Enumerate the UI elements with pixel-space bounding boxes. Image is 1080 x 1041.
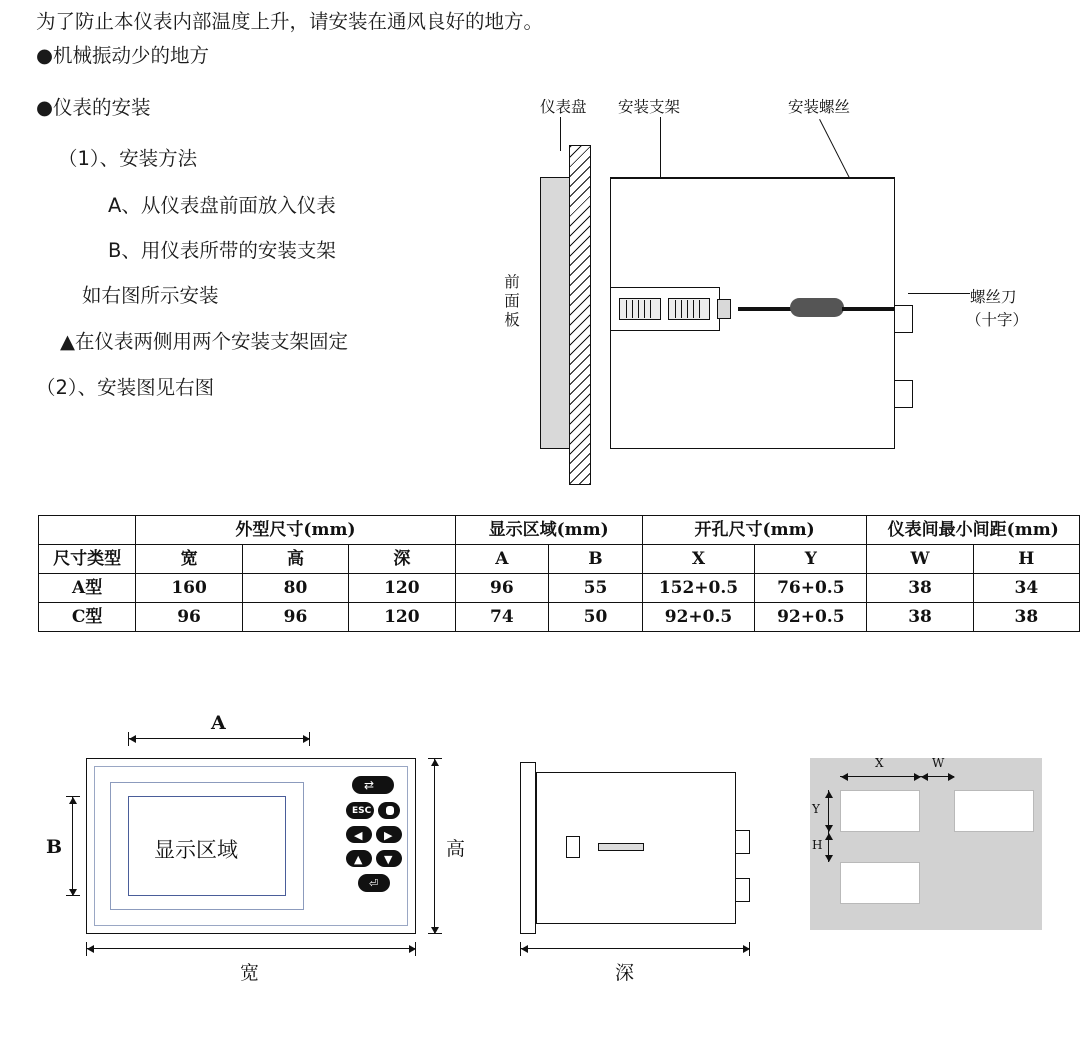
dim-a-line xyxy=(128,738,310,739)
cell-width: 160 xyxy=(136,574,243,603)
cell-b: 55 xyxy=(549,574,643,603)
intro-line-1: 为了防止本仪表内部温度上升，请安装在通风良好的地方。 xyxy=(36,10,544,33)
dim-a-arrow-left xyxy=(129,735,136,743)
dim-height-arrow-bottom xyxy=(431,927,439,934)
cutout-panel xyxy=(810,758,1042,930)
right-arrow-icon: ▶ xyxy=(384,829,393,842)
dim-depth-line xyxy=(520,948,750,949)
dim-w-arrow-left xyxy=(921,773,928,781)
cutout-hole-2 xyxy=(954,790,1034,832)
dim-h-label: H xyxy=(812,838,823,852)
dim-b-line xyxy=(72,796,73,896)
panel-hatched xyxy=(569,145,591,485)
cell-h: 38 xyxy=(973,603,1079,632)
bracket-thread-4 xyxy=(644,300,645,318)
intro-line-6: B、用仪表所带的安装支架 xyxy=(108,239,336,262)
dim-h-arrow-top xyxy=(825,833,833,840)
cell-height: 96 xyxy=(242,603,348,632)
front-plate-block xyxy=(540,177,570,449)
body-tab-bottom xyxy=(895,380,913,408)
dim-width-arrow-left xyxy=(87,945,94,953)
intro-line-3: ●仪表的安装 xyxy=(36,96,151,119)
dim-w-label: W xyxy=(932,756,945,770)
side-tab-top xyxy=(736,830,750,854)
installation-diagram xyxy=(500,95,1060,515)
label-screwdriver: 螺丝刀 xyxy=(970,288,1017,306)
body-top-edge xyxy=(610,177,895,179)
dim-width-arrow-right xyxy=(409,945,416,953)
dim-b-arrow-top xyxy=(69,797,77,804)
label-screwdriver-sub: （十字） xyxy=(966,311,1029,329)
bracket-thread-6 xyxy=(675,300,676,318)
dim-height-arrow-top xyxy=(431,759,439,766)
subheader-a: A xyxy=(455,545,549,574)
dim-h-arrow-bottom xyxy=(825,855,833,862)
cell-x: 152+0.5 xyxy=(642,574,754,603)
leader-panel xyxy=(560,117,561,151)
dim-a-arrow-right xyxy=(303,735,310,743)
dim-width-line xyxy=(86,948,416,949)
leader-screwdriver xyxy=(908,293,970,294)
display-area-label: 显示区域 xyxy=(154,838,238,862)
cell-x: 92+0.5 xyxy=(642,603,754,632)
subheader-height: 高 xyxy=(242,545,348,574)
subheader-x: X xyxy=(642,545,754,574)
dim-w-arrow-right xyxy=(948,773,955,781)
subheader-y: Y xyxy=(755,545,867,574)
cell-depth: 120 xyxy=(349,603,456,632)
bracket-thread-7 xyxy=(681,300,682,318)
subheader-depth: 深 xyxy=(349,545,456,574)
dim-x-label: X xyxy=(875,756,884,770)
cell-h: 34 xyxy=(973,574,1079,603)
dim-y-label: Y xyxy=(812,802,820,816)
dim-height-line xyxy=(434,758,435,934)
intro-line-4: （1）、安装方法 xyxy=(58,147,198,170)
dimension-table xyxy=(38,515,1080,632)
cell-b: 50 xyxy=(549,603,643,632)
bracket-thread-1 xyxy=(626,300,627,318)
header-outer-dims: 外型尺寸(mm) xyxy=(136,516,455,545)
intro-line-9: （2）、安装图见右图 xyxy=(36,376,215,399)
dim-depth-label: 深 xyxy=(615,962,635,984)
dim-y-arrow-top xyxy=(825,791,833,798)
intro-line-5: A、从仪表盘前面放入仪表 xyxy=(108,194,336,217)
cutout-hole-1 xyxy=(840,790,920,832)
mounting-screw xyxy=(717,299,731,319)
dim-y-arrow-bottom xyxy=(825,825,833,832)
header-min-spacing: 仪表间最小间距(mm) xyxy=(867,516,1080,545)
intro-line-8: ▲在仪表两侧用两个安装支架固定 xyxy=(60,330,348,353)
bracket-thread-2 xyxy=(632,300,633,318)
table-row xyxy=(39,574,1080,603)
key-mode-glyph xyxy=(386,806,394,815)
label-front-plate: 前面板 xyxy=(504,273,520,329)
dim-a-label: A xyxy=(211,712,226,734)
dim-x-line xyxy=(840,776,920,777)
subheader-width: 宽 xyxy=(136,545,243,574)
bracket-thread-9 xyxy=(693,300,694,318)
subheader-b: B xyxy=(549,545,643,574)
subheader-w: W xyxy=(867,545,973,574)
subheader-h: H xyxy=(973,545,1079,574)
bracket-thread-5 xyxy=(650,300,651,318)
side-detail-square xyxy=(566,836,580,858)
usb-icon: ⇄ xyxy=(364,778,375,792)
label-panel: 仪表盘 xyxy=(540,98,587,116)
bracket-thread-8 xyxy=(687,300,688,318)
enter-icon: ⏎ xyxy=(369,877,379,890)
dim-x-arrow-left xyxy=(841,773,848,781)
table-header-row-top xyxy=(39,516,1080,545)
dim-b-label: B xyxy=(46,836,63,858)
dim-b-arrow-bottom xyxy=(69,889,77,896)
up-arrow-icon: ▲ xyxy=(354,853,363,866)
cell-a: 74 xyxy=(455,603,549,632)
header-blank xyxy=(39,516,136,545)
dim-depth-arrow-right xyxy=(743,945,750,953)
table-header-row-sub xyxy=(39,545,1080,574)
side-detail-bar xyxy=(598,843,644,851)
bracket-thread-10 xyxy=(699,300,700,318)
key-esc-label: ESC xyxy=(352,806,372,816)
down-arrow-icon: ▼ xyxy=(384,853,393,866)
left-arrow-icon: ◀ xyxy=(354,829,363,842)
cell-w: 38 xyxy=(867,574,973,603)
cell-a: 96 xyxy=(455,574,549,603)
body-tab-top xyxy=(895,305,913,333)
intro-line-2: ●机械振动少的地方 xyxy=(36,44,210,67)
dim-depth-arrow-left xyxy=(521,945,528,953)
dim-height-label: 高 xyxy=(446,838,466,860)
cell-type: C型 xyxy=(39,603,136,632)
header-cutout-dims: 开孔尺寸(mm) xyxy=(642,516,867,545)
header-display-area: 显示区域(mm) xyxy=(455,516,642,545)
side-tab-bottom xyxy=(736,878,750,902)
intro-line-7: 如右图所示安装 xyxy=(82,284,219,307)
bracket-thread-3 xyxy=(638,300,639,318)
cell-y: 76+0.5 xyxy=(755,574,867,603)
cell-height: 80 xyxy=(242,574,348,603)
label-bracket: 安装支架 xyxy=(618,98,681,116)
side-front-plate xyxy=(520,762,536,934)
screwdriver-shaft xyxy=(738,307,798,311)
table-row xyxy=(39,603,1080,632)
cell-w: 38 xyxy=(867,603,973,632)
screwdriver-shaft-2 xyxy=(842,307,902,311)
dim-width-label: 宽 xyxy=(240,962,260,984)
label-screw: 安装螺丝 xyxy=(788,98,851,116)
cell-y: 92+0.5 xyxy=(755,603,867,632)
cell-depth: 120 xyxy=(349,574,456,603)
subheader-type: 尺寸类型 xyxy=(39,545,136,574)
cutout-hole-3 xyxy=(840,862,920,904)
bottom-drawings xyxy=(0,690,1080,1030)
screwdriver-grip xyxy=(790,298,844,317)
cell-width: 96 xyxy=(136,603,243,632)
cell-type: A型 xyxy=(39,574,136,603)
